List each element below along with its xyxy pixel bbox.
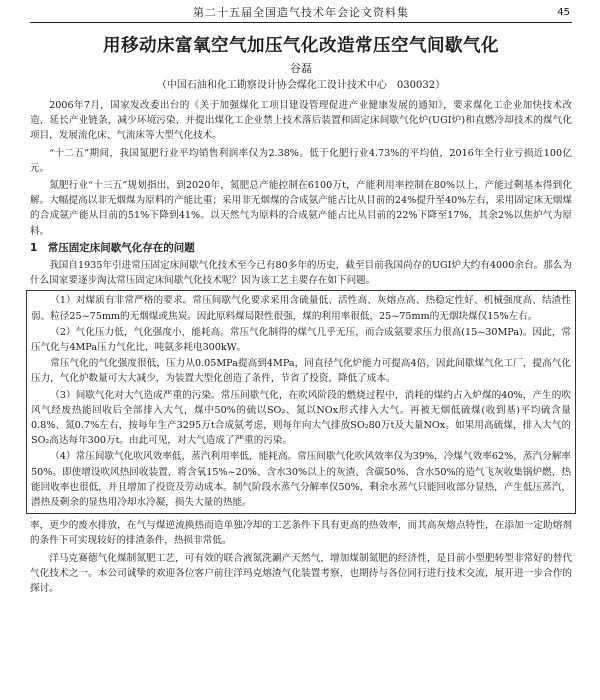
section-1-intro: 我国自1935年引进常压固定床间歇气化技术至今已有80多年的历史，截至目前我国尚存的UGI炉大约有4000余台。那么为什么国家要逐步淘汰常压固定床间歇气化技术呢？因为该工艺主要存在如下问题。 <box>30 260 572 287</box>
issues-box <box>26 290 576 514</box>
issue-1: （1）对煤质有非常严格的要求。常压间歇气化要求采用含硫量低、活性高、灰熔点高、热稳定性好、机械强度高、结渣性弱、粒径25~75mm的无烟煤或焦炭。因此原料煤局限性很强，煤的利用率很低，25~75mm的无烟块煤仅15%左右。 <box>31 295 571 322</box>
paper-body <box>30 98 572 598</box>
intro-paragraph-1: 2006年7月，国家发改委出台的《关于加强煤化工项目建设管理促进产业健康发展的通知》，要求煤化工企业加快技术改造，延长产业链条，减少环境污染，并提出煤化工企业禁上技术落后装置和固定床间歇气化炉(UGI炉)和直燃冷却技术的煤气化项目，发展流化床、气流床等大型气化技术。 <box>30 100 572 142</box>
closing-paragraph-1: 率，更少的废水排放，在气与煤逆流换热而造单独冷却的工艺条件下具有更高的热效率，而其高灰熔点特性，在添加一定助熔剂的条件下可实现较好的排渣条件，热损非常低。 <box>30 520 572 547</box>
running-header <box>30 4 572 23</box>
intro-paragraph-3: 氮肥行业“十三五”规划指出，到2020年，氮肥总产能控制在6100万t，产能利用率控制在80%以上，产能过剩基本得到化解。大幅提高以非无烟煤为原料的产能比重；采用非无烟煤的合成氨产能占比从目前的24%提升至40%左右，采用固定床无烟煤的合成氨产能从目前的51%下降到41%。以天然气为原料的合成氨产能占比从目前的22%下降至17%，其余2%以焦炉气为原料。 <box>30 180 572 237</box>
section-1-heading: 1 常压固定床间歇气化存在的问题 <box>30 241 195 254</box>
issue-4: （4）常压间歇气化吹风效率低，蒸汽利用率低，能耗高。常压间歇气化吹风效率仅为39%，冷煤气效率62%，蒸汽分解率50%。即使增设吹风热回收装置，将含氧15%~20%、含水30%以上的灰渣、含碳50%、含水50%的造气飞灰收集锅炉燃，热能回收率也很低，并且增加了投资及劳动成本。制气阶段水蒸气分解率仅50%，剩余水蒸气只能回收部分显热，产生低压蒸汽，潜热及剩余的显热用冷却水冷凝，损失大量的热能。 <box>31 451 571 509</box>
intro-paragraph-2: “十二五”期间，我国氮肥行业平均销售利润率仅为2.38%。低于化肥行业4.73%的平均值，2016年全行业亏损近100亿元。 <box>30 147 572 174</box>
issue-2-continued: 常压气化的气化强度很低，压力从0.05MPa提高到4MPa，同直径气化炉能力可提高4倍，因此间歇煤气化工厂，提高气化压力，气化炉数量可大大减少，为装置大型化创造了条件，节省了投资，降低了成本。 <box>31 358 571 385</box>
author-affiliation: （中国石油和化工勘察设计协会煤化工设计技术中心 030032） <box>156 80 446 91</box>
author-name: 谷磊 <box>290 62 312 75</box>
conference-name: 第二十五届全国造气技术年会论文资料集 <box>193 6 409 19</box>
issue-2: （2）气化压力低，气化强度小，能耗高。常压气化制得的煤气几乎无压，而合成氨要求压力很高(15~30MPa)。因此，常压气化与4MPa压力气化比，吨氨多耗电300kW。 <box>31 326 571 354</box>
closing-paragraph-2: 洋马克赛德气化煤制氮肥工艺，可有效的联合液氮洗涮产天然气，增加煤制氮肥的经济性，是目前小型肥转型非常好的替代气化技术之一。本公司诚挚的欢迎各位客户前往洋玛克熔渣气化装置考察，也期待与各位同行进行技术交流，展开进一步合作的探讨。 <box>30 552 572 595</box>
paper-title: 用移动床富氧空气加压气化改造常压空气间歇气化 <box>103 36 499 56</box>
page-number: 45 <box>557 7 570 18</box>
issue-3: （3）间歇气化对大气造成严重的污染。常压间歇气化，在吹风阶段的燃烧过程中，消耗的煤约占入炉煤的40%，产生的吹风气经废热能回收后全部排入大气，煤中50%的硫以SO₂、氮以NOx形式排入大气。再被无烟低硫煤(收到基)平均硫含量0.8%、氮0.7%左右，按每年生产3295万t合成氨考虑，则每年向大气排放SO₂80万t及大量NOx。如果用高硫煤，排入大气的SO₂高达每年300万t。由此可见，对大气造成了严重的污染。 <box>31 389 571 447</box>
